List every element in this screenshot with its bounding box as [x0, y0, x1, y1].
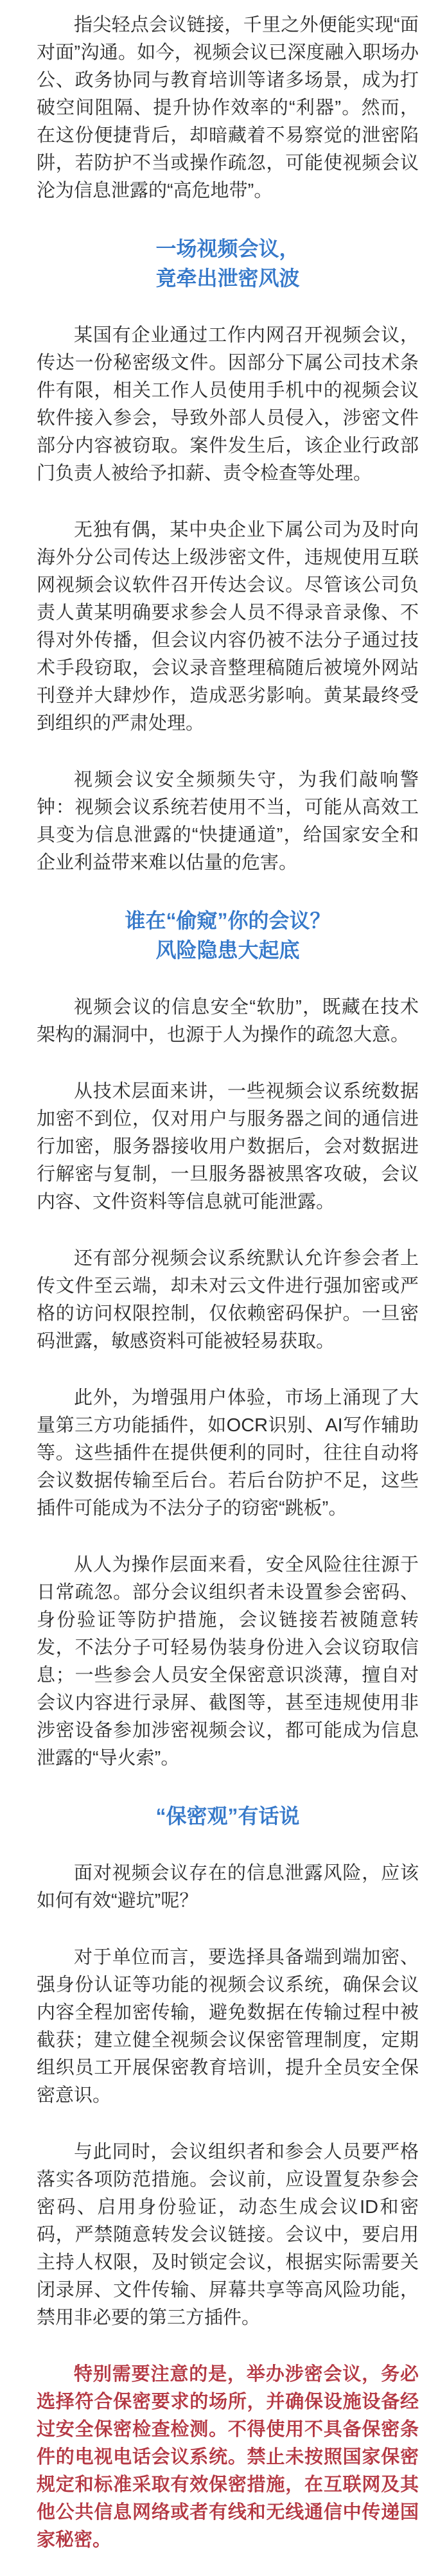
risks-paragraph-1: 视频会议的信息安全“软肋”，既藏在技术架构的漏洞中，也源于人为操作的疏忽大意。 [37, 997, 419, 1045]
incident-paragraph-3: 视频会议安全频频失守，为我们敲响警钟：视频会议系统若使用不当，可能从高效工具变为信息泄露的“快捷通道”，给国家安全和企业利益带来难以估量的危害。 [37, 770, 419, 873]
advice-paragraph-1: 面对视频会议存在的信息泄露风险，应该如何有效“避坑”呢？ [37, 1863, 419, 1911]
risks-paragraph-3: 还有部分视频会议系统默认允许参会者上传文件至云端，却未对云文件进行强加密或严格的访问权限控制，仅依赖密码保护。一旦密码泄露，敏感资料可能被轻易获取。 [37, 1248, 419, 1352]
section-title-advice [37, 1801, 419, 1831]
risks-paragraph-5: 从人为操作层面来看，安全风险往往源于日常疏忽。部分会议组织者未设置参会密码、身份验证等防护措施，会议链接若被随意转发，不法分子可轻易伪装身份进入会议窃取信息；一些参会人员安全保密意识淡薄，擅自对会议内容进行录屏、截图等，甚至违规使用非涉密设备参加涉密视频会议，都可能成为信息泄露的“导火索”。 [37, 1555, 419, 1769]
risks-paragraph-2: 从技术层面来讲，一些视频会议系统数据加密不到位，仅对用户与服务器之间的通信进行加密，服务器接收用户数据后，会对数据进行解密与复制，一旦服务器被黑客攻破，会议内容、文件资料等信息就可能泄露。 [37, 1081, 419, 1212]
lead-paragraph: 指尖轻点会议链接，千里之外便能实现“面对面”沟通。如今，视频会议已深度融入职场办公、政务协同与教育培训等诸多场景，成为打破空间阻隔、提升协作效率的“利器”。然而，在这份便捷背后，却暗藏着不易察觉的泄密陷阱，若防护不当或操作疏忽，可能使视频会议沦为信息泄露的“高危地带”。 [37, 15, 419, 201]
warning-paragraph: 特别需要注意的是，举办涉密会议，务必选择符合保密要求的场所，并确保设施设备经过安全保密检查检测。不得使用不具备保密条件的电视电话会议系统。禁止未按照国家保密规定和标准采取有效保密措施，在互联网及其他公共信息网络或者有线和无线通信中传递国家秘密。 [37, 2364, 419, 2550]
advice-paragraph-2: 对于单位而言，要选择具备端到端加密、强身份认证等功能的视频会议系统，确保会议内容全程加密传输，避免数据在传输过程中被截获；建立健全视频会议保密管理制度，定期组织员工开展保密教育培训，提升全员安全保密意识。 [37, 1947, 419, 2106]
advice-paragraph-3: 与此同时，会议组织者和参会人员要严格落实各项防范措施。会议前，应设置复杂参会密码、启用身份验证，动态生成会议ID和密码，严禁随意转发会议链接。会议中，要启用主持人权限，及时锁定会议，根据实际需要关闭录屏、文件传输、屏幕共享等高风险功能，禁用非必要的第三方插件。 [37, 2142, 419, 2328]
incident-paragraph-2: 无独有偶，某中央企业下属公司为及时向海外分公司传达上级涉密文件，违规使用互联网视频会议软件召开传达会议。尽管该公司负责人黄某明确要求参会人员不得录音录像、不得对外传播，但会议内容仍被不法分子通过技术手段窃取，会议录音整理稿随后被境外网站刊登并大肆炒作，造成恶劣影响。黄某最终受到组织的严肃处理。 [37, 520, 419, 734]
section-title-incident [37, 234, 419, 293]
risks-paragraph-4: 此外，为增强用户体验，市场上涌现了大量第三方功能插件，如OCR识别、AI写作辅助等。这些插件在提供便利的同时，往往自动将会议数据传输至后台。若后台防护不足，这些插件可能成为不法分子的窃密“跳板”。 [37, 1388, 419, 1519]
section-title-line: “保密观”有话说 [155, 1804, 300, 1828]
section-title-line: 谁在“偷窥”你的会议？ [125, 909, 331, 932]
section-title-line: 风险隐患大起底 [155, 939, 300, 962]
section-title-line: 一场视频会议， [155, 237, 300, 260]
section-title-risks [37, 906, 419, 965]
section-title-line: 竟牵出泄密风波 [155, 267, 300, 290]
incident-paragraph-1: 某国有企业通过工作内网召开视频会议，传达一份秘密级文件。因部分下属公司技术条件有限，相关工作人员使用手机中的视频会议软件接入参会，导致外部人员侵入，涉密文件部分内容被窃取。案件发生后，该企业行政部门负责人被给予扣薪、责令检查等处理。 [37, 325, 419, 484]
